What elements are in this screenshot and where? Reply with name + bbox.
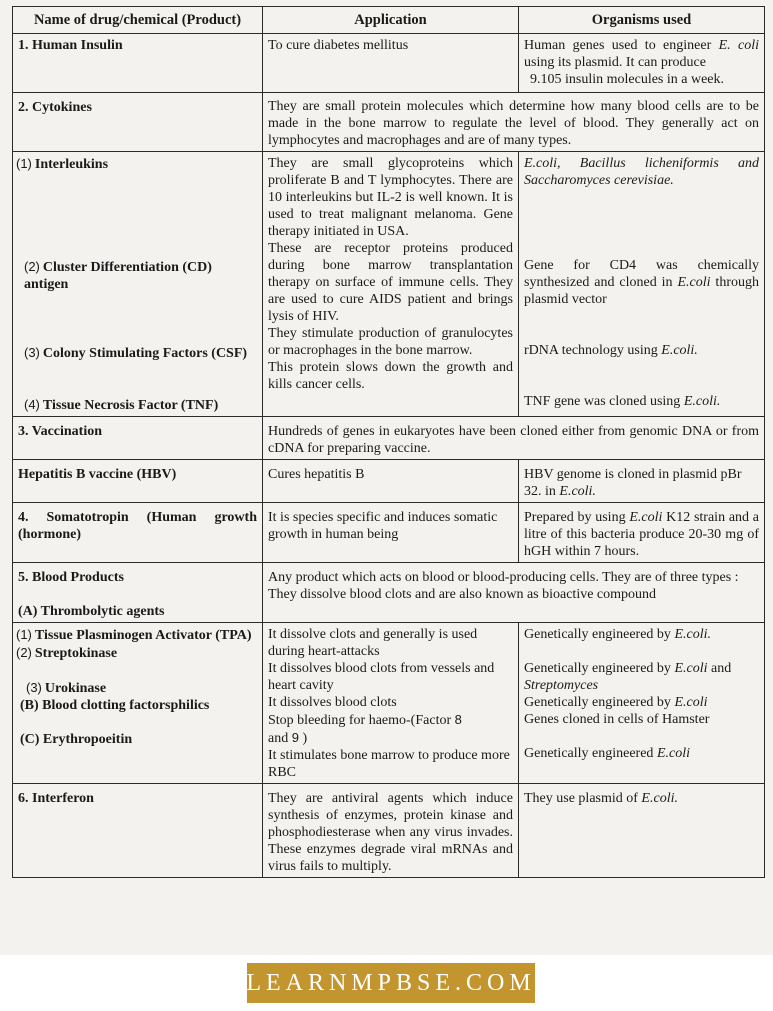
product-cytokines: 2. Cytokines [13,93,263,152]
header-product: Name of drug/chemical (Product) [13,7,263,34]
table-row [13,623,765,784]
product-insulin: 1. Human Insulin [13,34,263,93]
organism-insulin: Human genes used to engineer E. coli using its plasmid. It can produce 9.105 insulin molecules in a week. [519,34,765,93]
cytokine-subtypes-names: (1) Interleukins (2) Cluster Differentiation (CD) antigen (3) Colony Stimulating Factors (CSF) (4) Tissue Necrosis Factor (TNF) [13,152,263,417]
header-organisms: Organisms used [519,7,765,34]
table-header-row [13,7,765,34]
application-interferon: They are antiviral agents which induce synthesis of enzymes, protein kinase and phosphodiesterase when any virus invades. These enzymes degrade viral mRNAs and virus fails to multiply. [263,784,519,878]
blood-subtypes-names: (1) Tissue Plasminogen Activator (TPA) (2) Streptokinase (3) Urokinase (B) Blood clotting factorsphilics (C) Erythropoeitin [13,623,263,784]
organism-somatotropin: Prepared by using E.coli K12 strain and a litre of this bacteria produce 20-30 mg of hGH within 7 hours. [519,503,765,563]
product-blood: 5. Blood Products (A) Thrombolytic agents [13,563,263,623]
watermark-logo: LEARNMPBSE.COM [247,963,535,1003]
blood-subtypes-organisms: Genetically engineered by E.coli. Genetically engineered by E.coli and Streptomyces Genetically engineered by E.coli Genes cloned in cells of Hamster Genetically engineered E.coli [519,623,765,784]
table-row [13,460,765,503]
table-row [13,34,765,93]
table-row [13,152,765,417]
application-somatotropin: It is species specific and induces somatic growth in human being [263,503,519,563]
product-vaccination: 3. Vaccination [13,417,263,460]
header-application: Application [263,7,519,34]
table-row [13,563,765,623]
table-row [13,784,765,878]
cytokines-description: They are small protein molecules which determine how many blood cells are to be made in the bone marrow to regulate the level of blood. They generally act on lymphocytes and macrophages and are of many types. [263,93,765,152]
vaccination-description: Hundreds of genes in eukaryotes have been cloned either from genomic DNA or from cDNA for preparing vaccine. [263,417,765,460]
table-row [13,93,765,152]
product-somatotropin: 4. Somatotropin (Human growth (hormone) [13,503,263,563]
application-hbv: Cures hepatitis B [263,460,519,503]
product-hbv: Hepatitis B vaccine (HBV) [13,460,263,503]
blood-description: Any product which acts on blood or blood-producing cells. They are of three types : They dissolve blood clots and are also known as bioactive compound [263,563,765,623]
organism-hbv: HBV genome is cloned in plasmid pBr 32. in E.coli. [519,460,765,503]
biotech-products-table [12,6,765,878]
product-interferon: 6. Interferon [13,784,263,878]
table-row [13,417,765,460]
organism-interferon: They use plasmid of E.coli. [519,784,765,878]
blood-subtypes-applications: It dissolve clots and generally is used during heart-attacks It dissolves blood clots from vessels and heart cavity It dissolves blood clots Stop bleeding for haemo-(Factor 8 and 9 ) It stimulates bone marrow to produce more RBC [263,623,519,784]
cytokine-subtypes-organisms: E.coli, Bacillus licheniformis and Saccharomyces cerevisiae. Gene for CD4 was chemically synthesized and cloned in E.coli through plasmid vector rDNA technology using E.coli. TNF gene was cloned using E.coli. [519,152,765,417]
application-insulin: To cure diabetes mellitus [263,34,519,93]
table-row [13,503,765,563]
cytokine-subtypes-applications: They are small glycoproteins which proliferate B and T lymphocytes. There are 10 interleukins but IL-2 is well known. It is used to treat malignant melanoma. Gene therapy initiated in USA. These are receptor proteins produced during bone marrow transplantation therapy on surface of immune cells. They are used to cure AIDS patient and brings lysis of HIV. They stimulate production of granulocytes or macrophages in the bone marrow. This protein slows down the growth and kills cancer cells. [263,152,519,417]
